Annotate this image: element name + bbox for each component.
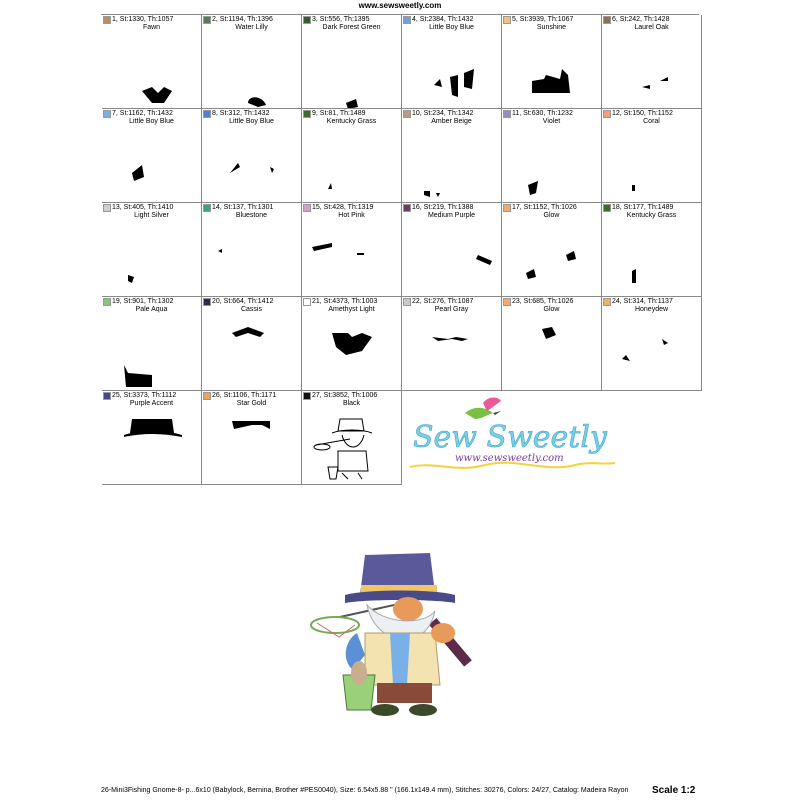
hummingbird-icon — [465, 398, 501, 420]
color-id: 14, St:137, Th:1301 — [212, 204, 274, 211]
file-info: 26-Mini3Fishing Gnome-8- p...6x10 (Babylock, Bernina, Brother #PES0040), Size: 6.54x5.88 " (166.1x149.4 mm), Stitches: 30276, Colors: 24/27, Catalog: Madeira Rayon — [101, 787, 629, 794]
color-id: 10, St:234, Th:1342 — [412, 110, 474, 117]
color-cell — [202, 203, 302, 297]
color-id: 11, St:630, Th:1232 — [512, 110, 573, 117]
color-region-preview — [402, 109, 501, 202]
color-region-preview — [202, 297, 301, 390]
gnome-outline-preview — [302, 391, 401, 484]
color-name: Bluestone — [235, 212, 268, 219]
color-id: 18, St:177, Th:1489 — [612, 204, 674, 211]
boot-right — [409, 704, 437, 716]
color-name: Black — [342, 400, 361, 407]
color-grid — [101, 14, 699, 407]
color-region-preview — [602, 15, 701, 108]
hat — [345, 553, 455, 603]
color-cell — [502, 297, 602, 391]
color-cell — [502, 203, 602, 297]
color-name: Little Boy Blue — [129, 118, 174, 125]
color-cell — [402, 109, 502, 203]
hand-right — [431, 623, 455, 643]
color-cell — [602, 15, 702, 109]
color-id: 19, St:901, Th:1302 — [112, 298, 174, 305]
color-region-preview — [302, 203, 401, 296]
color-name: Cassis — [240, 306, 262, 313]
color-name: Star Gold — [236, 400, 267, 407]
color-name: Water Lilly — [235, 24, 268, 31]
color-name: Honeydew — [634, 306, 669, 313]
color-id: 20, St:664, Th:1412 — [212, 298, 274, 305]
color-region-preview — [302, 109, 401, 202]
color-region-preview — [502, 297, 601, 390]
color-region-preview — [602, 109, 701, 202]
color-name: Pearl Gray — [434, 306, 469, 313]
color-cell — [502, 15, 602, 109]
color-cell — [302, 297, 402, 391]
color-id: 13, St:405, Th:1410 — [112, 204, 174, 211]
color-cell — [602, 203, 702, 297]
color-id: 26, St:1106, Th:1171 — [212, 392, 277, 399]
color-name: Coral — [643, 118, 660, 125]
logo-url-text[interactable]: www.sewsweetly.com — [455, 453, 564, 464]
color-name: Little Boy Blue — [229, 118, 274, 125]
color-id: 21, St:4373, Th:1003 — [312, 298, 378, 305]
color-id: 4, St:2384, Th:1432 — [412, 16, 474, 23]
color-id: 8, St:312, Th:1432 — [212, 110, 270, 117]
color-region-preview — [402, 297, 501, 390]
color-cell — [402, 15, 502, 109]
color-cell — [602, 297, 702, 391]
color-region-preview — [202, 203, 301, 296]
color-name: Glow — [543, 306, 560, 313]
color-id: 5, St:3939, Th:1067 — [512, 16, 574, 23]
color-cell — [502, 109, 602, 203]
color-region-preview — [502, 15, 601, 108]
color-region-preview — [502, 203, 601, 296]
color-id: 24, St:314, Th:1137 — [612, 298, 673, 305]
color-cell — [102, 203, 202, 297]
color-id: 3, St:556, Th:1395 — [312, 16, 370, 23]
color-cell — [202, 297, 302, 391]
color-id: 22, St:276, Th:1087 — [412, 298, 474, 305]
color-cell — [602, 109, 702, 203]
color-name: Hot Pink — [338, 212, 365, 219]
color-region-preview — [102, 109, 201, 202]
color-name: Amethyst Light — [328, 306, 375, 313]
color-name: Dark Forest Green — [322, 24, 381, 31]
color-name: Violet — [542, 118, 561, 125]
color-region-preview — [302, 297, 401, 390]
fishing-gnome-illustration — [305, 545, 490, 725]
color-cell — [202, 109, 302, 203]
logo-swirl — [410, 463, 615, 468]
color-name: Medium Purple — [427, 212, 476, 219]
color-name: Glow — [543, 212, 560, 219]
legs — [377, 683, 432, 703]
color-id: 2, St:1194, Th:1396 — [212, 16, 273, 23]
shirt — [390, 633, 410, 685]
color-id: 27, St:3852, Th:1006 — [312, 392, 378, 399]
color-region-preview — [602, 203, 701, 296]
color-region-preview — [202, 15, 301, 108]
color-id: 25, St:3373, Th:1112 — [112, 392, 177, 399]
color-name: Little Boy Blue — [429, 24, 474, 31]
scale-label: Scale 1:2 — [652, 785, 696, 796]
color-cell — [302, 203, 402, 297]
color-region-preview — [102, 203, 201, 296]
color-region-preview — [302, 15, 401, 108]
nose — [393, 597, 423, 621]
logo-brand-text: Sew Sweetly — [413, 420, 607, 455]
color-name: Kentucky Grass — [626, 212, 677, 219]
color-region-preview — [402, 203, 501, 296]
color-name: Kentucky Grass — [326, 118, 377, 125]
color-name: Pale Aqua — [135, 306, 168, 313]
color-id: 7, St:1162, Th:1432 — [112, 110, 173, 117]
color-cell — [402, 297, 502, 391]
color-region-preview — [202, 109, 301, 202]
color-cell — [102, 15, 202, 109]
color-id: 12, St:150, Th:1152 — [612, 110, 673, 117]
color-name: Laurel Oak — [634, 24, 669, 31]
color-cell — [202, 391, 302, 485]
color-name: Sunshine — [536, 24, 567, 31]
color-region-preview — [102, 391, 201, 484]
color-cell — [402, 203, 502, 297]
color-name: Amber Beige — [431, 118, 472, 125]
color-region-preview — [402, 15, 501, 108]
color-id: 6, St:242, Th:1428 — [612, 16, 670, 23]
color-region-preview — [102, 15, 201, 108]
color-region-preview — [102, 297, 201, 390]
color-name: Fawn — [142, 24, 161, 31]
sew-sweetly-logo — [405, 395, 620, 475]
color-region-preview — [202, 391, 301, 484]
color-cell — [302, 109, 402, 203]
color-id: 16, St:219, Th:1388 — [412, 204, 474, 211]
color-cell — [102, 109, 202, 203]
color-name: Light Silver — [134, 212, 169, 219]
color-cell — [102, 391, 202, 485]
color-id: 15, St:428, Th:1319 — [312, 204, 374, 211]
color-name: Purple Accent — [129, 400, 174, 407]
site-url[interactable]: www.sewsweetly.com — [358, 1, 442, 10]
color-cell — [102, 297, 202, 391]
color-id: 17, St:1152, Th:1026 — [512, 204, 577, 211]
color-cell — [302, 15, 402, 109]
color-id: 9, St:81, Th:1489 — [312, 110, 366, 117]
color-id: 23, St:685, Th:1026 — [512, 298, 574, 305]
color-cell — [302, 391, 402, 485]
color-id: 1, St:1330, Th:1057 — [112, 16, 174, 23]
color-region-preview — [502, 109, 601, 202]
color-region-preview — [602, 297, 701, 390]
boot-left — [371, 704, 399, 716]
color-cell — [202, 15, 302, 109]
